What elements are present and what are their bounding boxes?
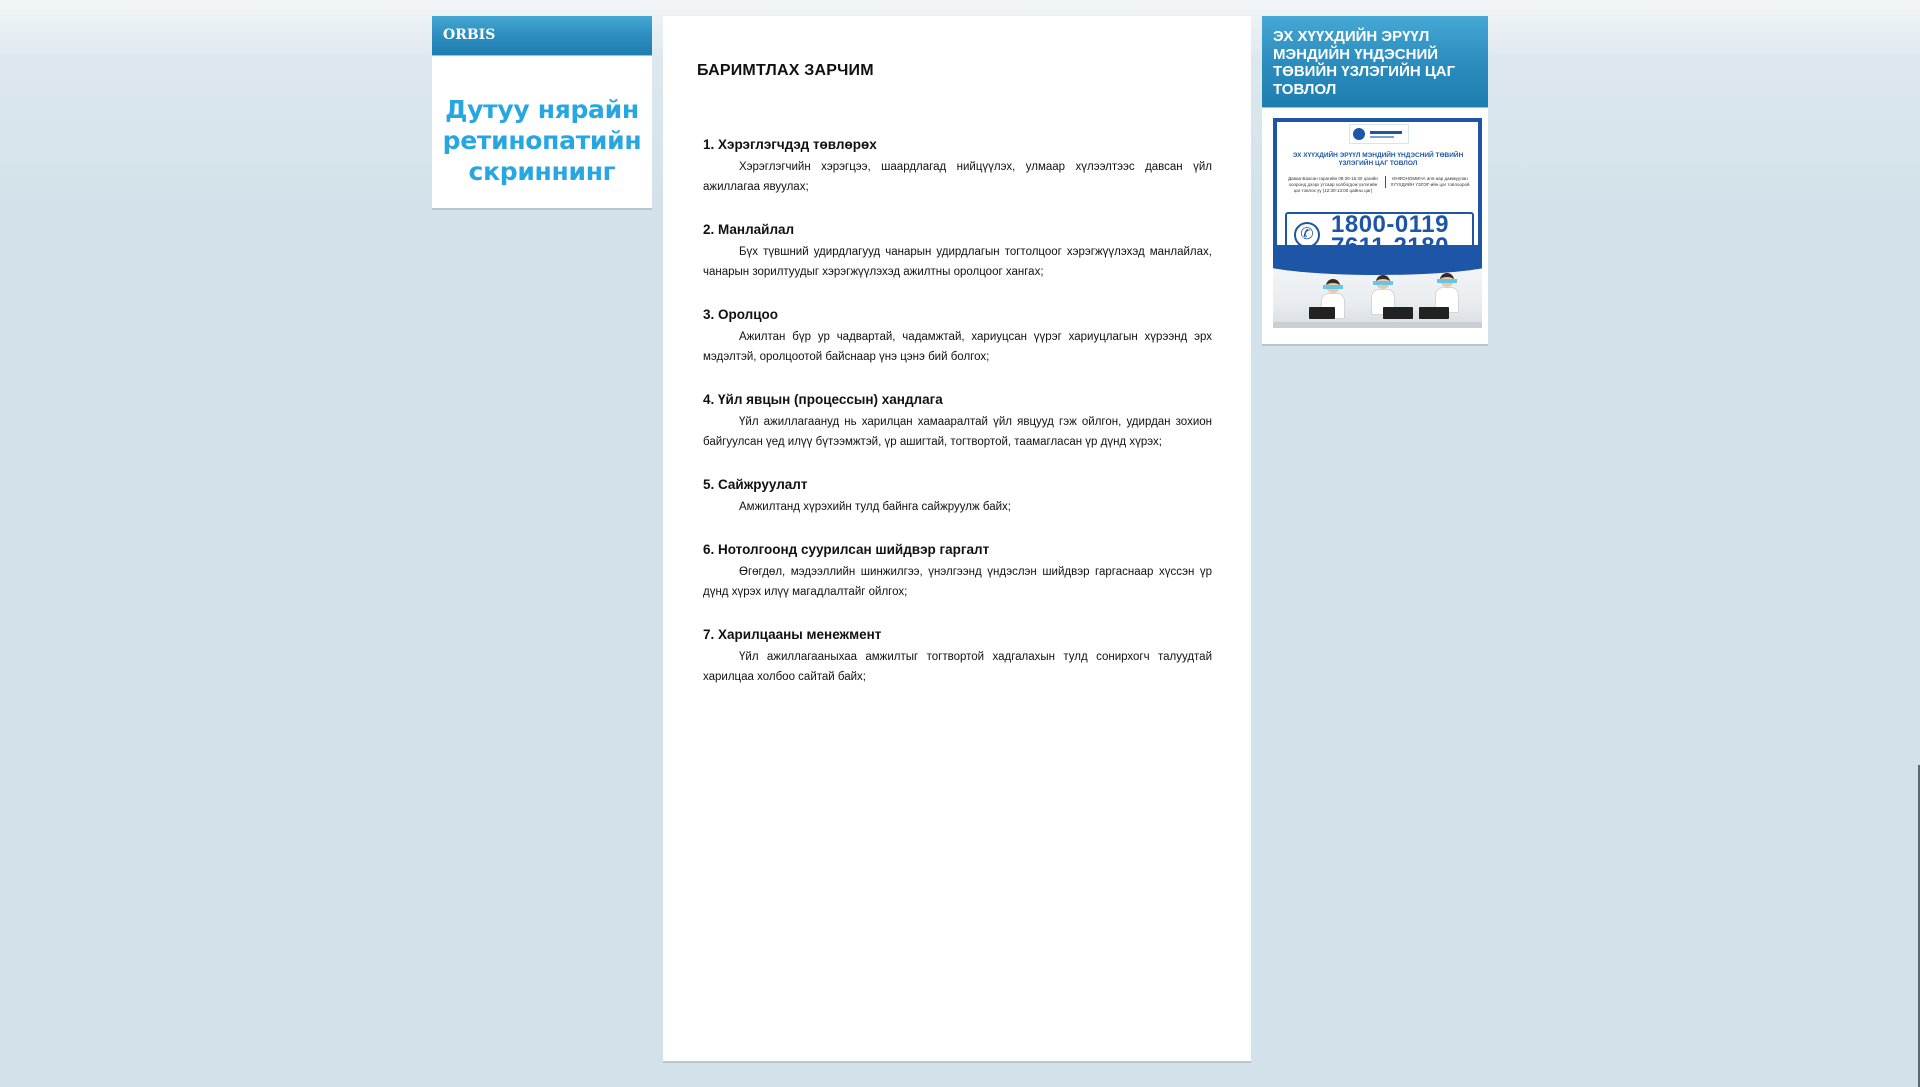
principle-text: Бүх түвшний удирдлагууд чанарын удирдлагын тогтолцоог хэрэгжүүлэхэд манлайлах, чанарын зорилтуудыг хэрэгжүүлэхэд ажилтны оролцоог хангах;: [703, 246, 1212, 278]
principle-item: [703, 626, 1212, 687]
principle-text: Үйл ажиллагаануд нь харилцан хамааралтай үйл явцууд гэж ойлгон, удирдан зохион байгуулсан үед илүү бүтээмжтэй, үр ашигтай, тогтвортой, таамагласан үр дүнд хүрэх;: [703, 416, 1212, 448]
principle-heading: 3. Оролцоо: [703, 307, 779, 322]
principle-item: [703, 541, 1212, 602]
principle-item: [703, 476, 1212, 517]
principle-item: [703, 306, 1212, 367]
poster-col-left: Даваа-Баасан гарагийн 08:30-16:30 цагийн хооронд дээрх утсаар холбогдож үзлэгийн цаг товлох үү (12:30-13:00 цайны цаг): [1288, 176, 1378, 193]
phone-number: 1800-0119: [1331, 211, 1449, 238]
principle-heading: 1. Хэрэглэгчдэд төвлөрөх: [703, 137, 877, 152]
poster-top-panel: [1273, 118, 1482, 253]
banner-line: скриннинг: [468, 157, 616, 186]
banner-line: ретинопатийн: [442, 126, 642, 155]
principle-heading: 5. Сайжруулалт: [703, 477, 808, 492]
principle-heading: 4. Үйл явцын (процессын) хандлага: [703, 392, 943, 407]
principle-text: Амжилтанд хүрэхийн тулд байнга сайжруулж байх;: [739, 501, 1011, 513]
banner-line: Дутуу нярайн: [445, 95, 639, 124]
retinopathy-screening-banner[interactable]: [442, 94, 642, 190]
widget-title: ЭХ ХҮҮХДИЙН ЭРҮҮЛ МЭНДИЙН ҮНДЭСНИЙ ТӨВИЙН ҮЗЛЭГИЙН ЦАГ ТОВЛОЛ: [1262, 16, 1488, 108]
widget-title: ORBIS: [432, 16, 652, 56]
principle-text: Хэрэглэгчийн хэрэгцээ, шаардлагад нийцүүлэх, улмаар хүлээлтээс давсан үйл ажиллагаа явуулах;: [703, 161, 1212, 193]
call-center-photo: [1273, 263, 1482, 328]
principle-text: Ажилтан бүр ур чадвартай, чадамжтай, хариуцсан үүрэг хариуцлагын хүрээнд эрх мэдэлтэй, оролцоотой байснаар үнэ цэнэ бий болгох;: [703, 331, 1212, 363]
principle-item: [703, 221, 1212, 282]
right-sidebar-widget: [1262, 16, 1488, 346]
left-sidebar-widget: [432, 16, 652, 210]
appointment-poster[interactable]: [1273, 118, 1482, 328]
poster-info-columns: [1285, 176, 1475, 206]
principle-heading: 2. Манлайлал: [703, 222, 795, 237]
poster-col-right: ИНФОНОМИНА апп-аар дамжуулан ХҮҮХДИЙН ҮЗЛЭГ-ийн цаг товлоорой: [1385, 176, 1474, 188]
principle-heading: 6. Нотолгоонд суурилсан шийдвэр гаргалт: [703, 542, 990, 557]
hospital-logo: [1349, 124, 1409, 144]
principles-list: [703, 136, 1212, 711]
principle-item: [703, 391, 1212, 452]
poster-title: ЭХ ХҮҮХДИЙН ЭРҮҮЛ МЭНДИЙН ҮНДЭСНИЙ ТӨВИЙН ҮЗЛЭГИЙН ЦАГ ТОВЛОЛ: [1292, 152, 1464, 167]
principle-item: [703, 136, 1212, 197]
principle-text: Өгөгдөл, мэдээллийн шинжилгээ, үнэлгээнд үндэслэн шийдвэр гаргаснаар хүссэн үр дүнд хүрэх илүү магадлалтайг ойлгох;: [703, 566, 1212, 598]
principle-text: Үйл ажиллагааныхаа амжилтыг тогтвортой хадгалахын тулд сонирхогч талуудтай харилцаа холбоо сайтай байх;: [703, 651, 1212, 683]
phone-icon: ✆: [1294, 222, 1320, 248]
page-title: БАРИМТЛАХ ЗАРЧИМ: [697, 62, 874, 79]
main-content: [663, 16, 1251, 1063]
principle-heading: 7. Харилцааны менежмент: [703, 627, 882, 642]
